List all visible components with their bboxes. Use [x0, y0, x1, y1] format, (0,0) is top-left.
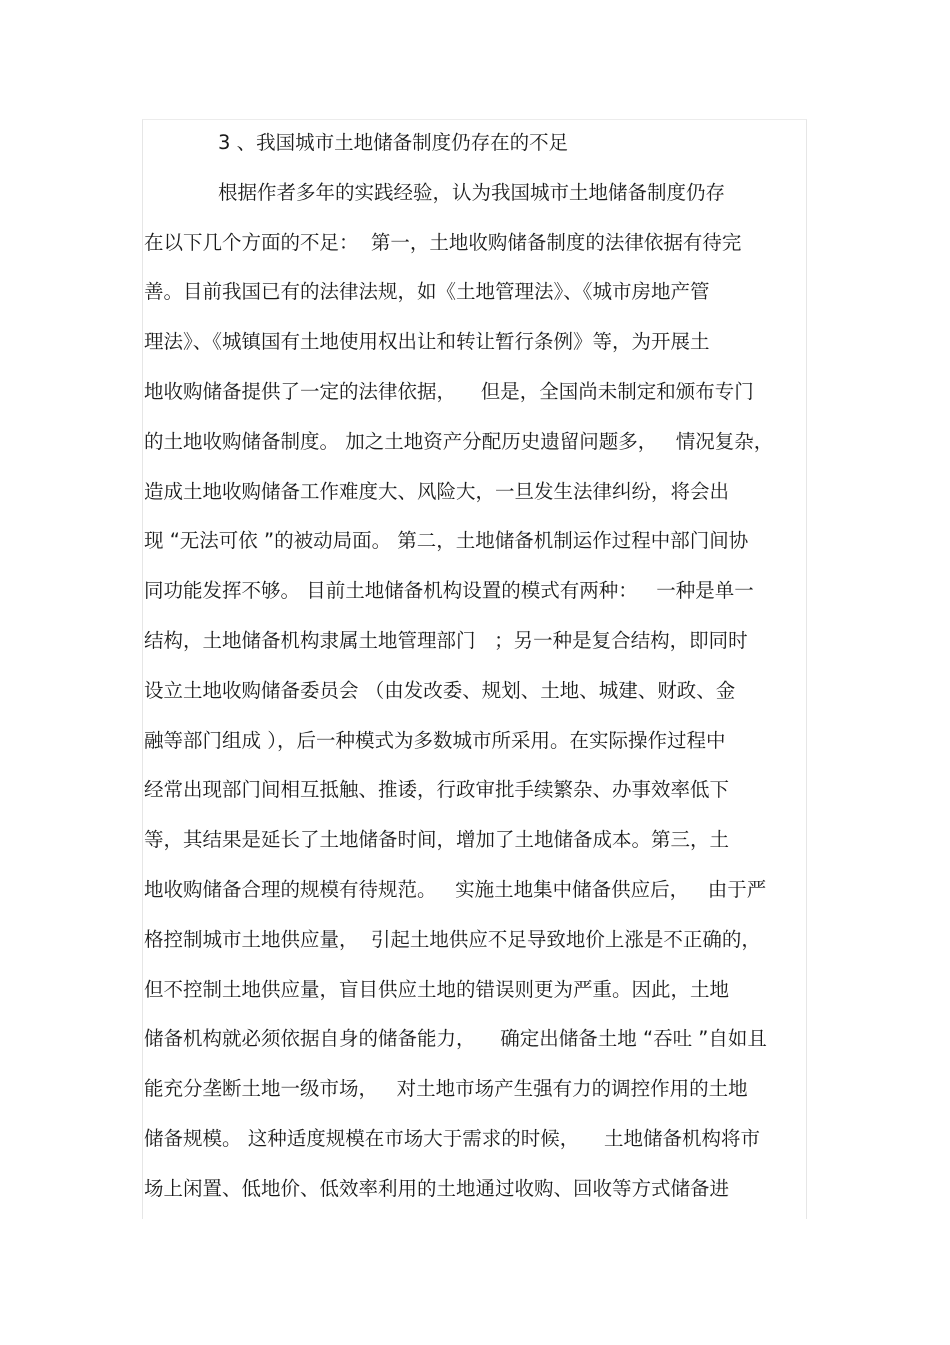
paragraph-line: 地收购储备合理的规模有待规范。 实施土地集中储备供应后， 由于严	[144, 877, 767, 901]
paragraph-line: 结构，土地储备机构隶属土地管理部门 ；另一种是复合结构，即同时	[144, 628, 748, 652]
paragraph-line: 但不控制土地供应量，盲目供应土地的错误则更为严重。因此，土地	[144, 977, 730, 1001]
paragraph-line: 储备规模。 这种适度规模在市场大于需求的时候， 土地储备机构将市	[144, 1126, 760, 1150]
paragraph-line: 场上闲置、低地价、低效率利用的土地通过收购、回收等方式储备进	[144, 1176, 730, 1200]
paragraph-line: 融等部门组成 ），后一种模式为多数城市所采用。在实际操作过程中	[144, 728, 726, 752]
paragraph-line: 经常出现部门间相互抵触、推诿，行政审批手续繁杂、办事效率低下	[144, 778, 730, 802]
section-heading: 3 、我国城市土地储备制度仍存在的不足	[218, 131, 569, 154]
paragraph-line: 造成土地收购储备工作难度大、风险大，一旦发生法律纠纷，将会出	[144, 479, 730, 503]
paragraph-line: 能充分垄断土地一级市场， 对土地市场产生强有力的调控作用的土地	[144, 1077, 748, 1101]
paragraph-line: 善。目前我国已有的法律法规，如《土地管理法》、《城市房地产管	[144, 280, 710, 304]
document-body	[144, 118, 808, 1214]
paragraph-line: 在以下几个方面的不足： 第一，土地收购储备制度的法律依据有待完	[144, 230, 742, 254]
paragraph-line: 设立土地收购储备委员会 （由发改委、规划、土地、城建、财政、金	[144, 678, 736, 702]
paragraph-line: 等，其结果是延长了土地储备时间，增加了土地储备成本。第三，土	[144, 828, 730, 852]
paragraph-line: 格控制城市土地供应量， 引起土地供应不足导致地价上涨是不正确的，	[144, 927, 761, 951]
paragraph-line: 根据作者多年的实践经验，认为我国城市土地储备制度仍存	[218, 180, 726, 204]
paragraph-line: 的土地收购储备制度。 加之土地资产分配历史遗留问题多， 情况复杂，	[144, 429, 774, 453]
paragraph-line: 理法》、《城镇国有土地使用权出让和转让暂行条例》等，为开展土	[144, 330, 710, 354]
paragraph-line: 现 “无法可依 ”的被动局面。 第二，土地储备机制运作过程中部门间协	[144, 529, 749, 553]
paragraph-line: 同功能发挥不够。 目前土地储备机构设置的模式有两种： 一种是单一	[144, 579, 754, 603]
paragraph-line: 地收购储备提供了一定的法律依据， 但是，全国尚未制定和颁布专门	[144, 379, 754, 403]
paragraph-line: 储备机构就必须依据自身的储备能力， 确定出储备土地 “吞吐 ”自如且	[144, 1027, 767, 1051]
